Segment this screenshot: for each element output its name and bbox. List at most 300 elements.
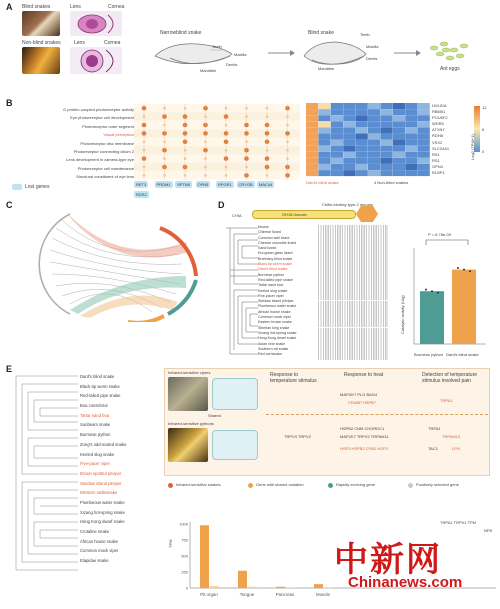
species-label-d: Siberian king snake: [258, 325, 290, 330]
tpm-axis-label: TPM: [168, 539, 173, 548]
temp-genes: TRPV3 TRPV2: [284, 434, 311, 439]
heatmap-cell: [306, 164, 318, 170]
go-term-label: Photoreceptor disc membrane: [80, 140, 134, 146]
chinanews-logo-chinese: 中新网: [334, 540, 442, 580]
tpm-bar: [238, 571, 247, 588]
heatmap-cell: [331, 170, 343, 176]
heatmap-cell: [343, 164, 355, 170]
detect-low: TAC1: [428, 446, 438, 451]
colorbar-tick-mid: 6: [482, 127, 485, 132]
heatmap-cell: [393, 103, 405, 109]
detect-mid: TRPA1: [428, 426, 441, 431]
chart-legend-gene: TRPA1 TRPV1 TPM: [440, 520, 477, 525]
chitin-domain-label: Chitin-binding type-2 domain: [322, 202, 373, 207]
tpm-tick-label: 0: [185, 585, 188, 591]
heatmap-cell: [368, 109, 380, 115]
heat-genes-top: MAFDK7 PLG BAG4: [340, 392, 378, 397]
heatmap-cell: [418, 146, 430, 152]
legend-label: Gene with shared variation: [256, 482, 304, 487]
species-tree-d: [224, 224, 260, 358]
species-label-d: African house snake: [258, 309, 291, 314]
dot-row-bg: [134, 146, 300, 154]
tpm-category-label: Pit organ: [200, 592, 218, 597]
chia-label: CHIA: [232, 213, 242, 218]
heatmap-cell: [306, 134, 318, 140]
ant-eggs-label: Ant eggs: [440, 66, 460, 72]
heatmap-cell: [318, 170, 330, 176]
lens-label-bottom: Lens: [74, 40, 85, 46]
go-term-label: Photoreceptor connecting cilium 2: [73, 148, 134, 154]
chitin-domain-hexagon: [355, 204, 379, 224]
heatmap-cell: [405, 170, 417, 176]
viper-photo: [168, 377, 208, 411]
heatmap-cell: [356, 127, 368, 133]
blind-eye-histology-graphic: [70, 11, 122, 36]
chinanews-logo-site: Chinanews.com: [348, 574, 463, 591]
heatmap-cell: [368, 121, 380, 127]
species-label-e: African house snake: [80, 538, 118, 544]
species-list-d: [258, 225, 318, 357]
heatmap-cell: [343, 115, 355, 121]
species-label-d: Chinese crocodile lizard: [258, 240, 297, 245]
bar-point: [437, 292, 439, 294]
heatmap-cell: [318, 127, 330, 133]
nonblind-snakes-label: Non-blind snakes: [22, 40, 61, 46]
heatmap-cell: [306, 127, 318, 133]
blind-snake-skull-drawing: [300, 36, 372, 74]
heatmap-cell: [368, 158, 380, 164]
col-temp-header: Response to temperature stimulus: [270, 372, 317, 384]
species-label-d: Southern rat snake: [258, 346, 289, 351]
heatmap-cell: [368, 152, 380, 158]
chord-arc-genes: [39, 214, 70, 314]
heatmap-cell: [356, 140, 368, 146]
heatmap-cell: [418, 134, 430, 140]
dot-row-bg: [134, 138, 300, 146]
heatmap-cell: [405, 121, 417, 127]
heatmap-cell: [318, 158, 330, 164]
heatmap-cell: [418, 121, 430, 127]
blind-snake-label: Blind snake: [308, 30, 334, 36]
mandible-label-right: Mandible: [318, 66, 335, 71]
legend-swatch: [328, 483, 333, 488]
heatmap-cell: [356, 103, 368, 109]
heatmap-gene-label: RBM51: [432, 109, 446, 115]
heatmap-cell: [331, 146, 343, 152]
heatmap-gene-label: OPN4: [432, 163, 443, 169]
heatmap-cell: [343, 134, 355, 140]
dot-row-bg: [134, 154, 300, 162]
lost-gene-chip: SPTN5: [177, 182, 190, 187]
heatmap-cell: [405, 103, 417, 109]
narrowblind-skull-drawing: [150, 36, 240, 76]
maxilla-label-right: Maxilla: [366, 44, 379, 49]
species-label-e: Red-tailed pipe snake: [80, 393, 121, 399]
teeth-label-right: Teeth: [360, 32, 370, 37]
infrared-vipers-label: Infrared-sensitive vipers: [168, 370, 211, 375]
species-label-d: Tartar sand boa: [258, 283, 283, 288]
heatmap-cell: [393, 146, 405, 152]
heatmap-cell: [380, 170, 392, 176]
species-list-e: [80, 372, 162, 566]
species-label-d: Sand lizard: [258, 246, 276, 251]
alignment-row: [318, 354, 388, 359]
species-tree-e: [12, 370, 82, 580]
heatmap-cell: [380, 127, 392, 133]
species-label-d: Burmese python: [258, 272, 285, 277]
nonblind-eye-histology-graphic: [70, 47, 122, 74]
heatmap-cell: [331, 115, 343, 121]
go-term-label: Photoreceptor outer segment: [82, 123, 134, 129]
heatmap-cell: [418, 170, 430, 176]
mandible-label-left: Mandible: [200, 68, 217, 73]
dot-row-bg: [134, 129, 300, 137]
dot-row-bg: [134, 163, 300, 171]
col-detect-header: Detection of temperature stimulus involved pain: [422, 372, 478, 384]
blind-snake-photo: [22, 11, 60, 36]
heatmap-cell: [306, 109, 318, 115]
heatmap-gene-label: RDH8: [432, 133, 443, 139]
heatmap-cell: [405, 134, 417, 140]
species-label-d: Eastern brown snake: [258, 320, 292, 325]
heatmap-gene-label: RS1: [432, 151, 440, 157]
species-label-d: Common wall lizard: [258, 235, 290, 240]
heatmap-cell: [306, 121, 318, 127]
heatmap-cell: [368, 164, 380, 170]
panel-letter-d: D: [218, 200, 225, 210]
tpm-bar: [210, 586, 219, 588]
heatmap-cell: [331, 103, 343, 109]
heatmap-cell: [418, 115, 430, 121]
heatmap-cell: [393, 164, 405, 170]
heatmap-cell: [356, 146, 368, 152]
heatmap-cell: [343, 121, 355, 127]
heatmap-cell: [380, 115, 392, 121]
heatmap-cell: [393, 121, 405, 127]
go-term-label: G protein-coupled photoreceptor activity: [63, 107, 134, 112]
species-label-d: Red cornsnake: [258, 352, 283, 357]
heatmap-cell: [343, 140, 355, 146]
species-label-d: European glass lizard: [258, 251, 293, 256]
legend-swatch: [408, 483, 413, 488]
heatmap-cell: [418, 127, 430, 133]
dot-row-bg: [134, 104, 300, 112]
table-divider: [266, 414, 488, 415]
panel-letter-a: A: [6, 2, 13, 12]
col-heat-header: Response to heat: [344, 372, 384, 378]
heatmap-cell: [368, 103, 380, 109]
species-label-d: Dard's blind snake: [258, 267, 288, 272]
heatmap-cell: [318, 121, 330, 127]
cornea-label-bottom: Cornea: [104, 40, 121, 46]
species-label-e: Five-pacer viper: [80, 461, 111, 467]
species-label-e: Dard's blind snake: [80, 374, 115, 379]
species-label-e: Xizang hot-spring snake: [80, 509, 125, 515]
heatmap-cell: [405, 115, 417, 121]
heatmap-cell: [331, 121, 343, 127]
python-photo: [168, 428, 208, 462]
heatmap-cell: [368, 134, 380, 140]
heatmap-gene-label: ATXN7: [432, 127, 445, 133]
tpm-bar: [314, 584, 323, 588]
colorbar-tick-low: 0: [482, 149, 485, 154]
arrow-icon-a1: [266, 48, 296, 58]
heatmap-cell: [368, 146, 380, 152]
go-term-label: Structural constituent of eye lens: [75, 174, 134, 180]
heatmap-cell: [343, 127, 355, 133]
heatmap-cell: [318, 152, 330, 158]
species-label-d: Xizang hot-spring snake: [258, 330, 297, 335]
narrowblind-snake-label: Narrowblind snake: [160, 30, 202, 36]
viper-pit-diagram: [212, 378, 258, 410]
colorbar-tick-high: 12: [482, 105, 487, 110]
heatmap-cell: [356, 115, 368, 121]
bar-label-python: Burmese python: [414, 352, 444, 357]
go-dot-matrix: [134, 104, 300, 180]
heatmap-cell: [418, 164, 430, 170]
heatmap-cell: [356, 109, 368, 115]
heatmap-cell: [368, 115, 380, 121]
bar-point: [457, 267, 459, 269]
heatmap-cell: [356, 134, 368, 140]
expression-heatmap: [306, 103, 430, 177]
heatmap-cell: [318, 164, 330, 170]
species-label-e: Crotaline snake: [80, 529, 110, 534]
heatmap-cell: [380, 121, 392, 127]
heatmap-gene-labels: [432, 103, 472, 176]
heatmap-cell: [368, 140, 380, 146]
species-label-e: Common mock viper: [80, 548, 119, 554]
lost-gene-chip: OPN5: [197, 182, 209, 187]
detect-top-red: TRPA1: [440, 398, 453, 403]
heatmap-gene-label: RLBP1: [432, 170, 445, 176]
lost-gene-chip: RDS2: [136, 192, 147, 197]
heatmap-cell: [393, 134, 405, 140]
species-label-d: Common mock viper: [258, 315, 291, 320]
species-label-e: Hong Kong dwarf snake: [80, 519, 125, 525]
panel-letter-b: B: [6, 98, 13, 108]
catalytic-bar: [452, 270, 476, 344]
tpm-category-label: Tongue: [239, 592, 255, 597]
heatmap-cell: [368, 170, 380, 176]
heatmap-cell: [393, 115, 405, 121]
heatmap-cell: [356, 152, 368, 158]
heatmap-cell: [393, 170, 405, 176]
heatmap-cell: [393, 140, 405, 146]
go-term-list: [12, 106, 134, 182]
lost-gene-chip: CRYGB: [238, 182, 253, 187]
heatmap-cell: [380, 140, 392, 146]
species-label-d: Black-tip worm snake: [258, 262, 293, 267]
lost-gene-list: [134, 181, 304, 201]
species-label-e: Keeled slug snake: [80, 451, 115, 457]
teeth-label-left: Teeth: [212, 44, 222, 49]
maxilla-label-left: Maxilla: [234, 52, 247, 57]
python-pit-diagram: [212, 430, 258, 460]
heatmap-cell: [380, 152, 392, 158]
heatmap-cell: [393, 109, 405, 115]
heatmap-cell: [405, 109, 417, 115]
blind-eye-histology: [70, 11, 122, 36]
tpm-category-label: Pancreas: [275, 592, 295, 597]
species-label-e: Burmese python: [80, 432, 111, 438]
heatmap-cell: [418, 140, 430, 146]
heatmap-cell: [380, 164, 392, 170]
lost-genes-legend-label: Lost genes: [25, 184, 50, 190]
gh18-domain-label: GH18 domain: [282, 212, 307, 217]
arrow-icon-a2: [392, 48, 422, 58]
colorbar-label: Log2 (TPM+1): [470, 134, 475, 160]
tpm-bar: [248, 587, 257, 588]
species-label-e: Brown spotted pitviper: [80, 470, 122, 476]
species-label-d: Brahminy blind snake: [258, 256, 293, 261]
chart-small-legend: NFB: [484, 528, 492, 533]
heatmap-cell: [306, 158, 318, 164]
species-label-d: Red-tailed pipe snake: [258, 277, 293, 282]
heatmap-cell: [343, 158, 355, 164]
tpm-tick-label: 500: [181, 553, 188, 559]
pvalue-label: P = 6.78e-09: [428, 232, 451, 237]
tpm-bar: [200, 525, 209, 588]
tpm-tick-label: 750: [181, 537, 188, 543]
heatmap-cell: [405, 152, 417, 158]
tpm-category-label: Muscle: [316, 592, 330, 597]
heatmap-cell: [405, 127, 417, 133]
heatmap-cell: [380, 158, 392, 164]
legend-swatch: [248, 483, 253, 488]
heatmap-cell: [380, 109, 392, 115]
heatmap-cell: [318, 115, 330, 121]
species-label-d: Mouse: [258, 225, 269, 229]
heatmap-cell: [343, 109, 355, 115]
dentis-label-right: Dentis: [366, 56, 378, 61]
tpm-bar: [324, 587, 333, 588]
heatmap-cell: [331, 134, 343, 140]
legend-label: Positively selected gene: [416, 482, 459, 487]
heatmap-cell: [343, 170, 355, 176]
detect-mid-red: TRPAM13: [442, 434, 461, 439]
heatmap-cell: [405, 158, 417, 164]
nonblind-eye-histology: [70, 47, 122, 74]
heatmap-cell: [356, 170, 368, 176]
dentis-label-left: Dentis: [226, 62, 238, 67]
heatmap-cell: [306, 170, 318, 176]
legend-label: Infrared-sensitive snakes: [176, 482, 221, 487]
lens-label-top: Lens: [70, 4, 81, 10]
species-label-e: Steidaw island pitviper: [80, 480, 122, 486]
heatmap-cell: [393, 158, 405, 164]
sequence-alignment: [318, 225, 390, 360]
species-label-d: Asian vine snake: [258, 341, 286, 346]
bar-point: [469, 270, 471, 272]
heatmap-cell: [318, 109, 330, 115]
heatmap-cell: [380, 146, 392, 152]
legend-swatch: [168, 483, 173, 488]
heatmap-cell: [418, 109, 430, 115]
heat-genes-low-red: HSP3 HSPB2 CPB2 HSP3: [340, 446, 388, 451]
species-label-d: Plumbeous water snake: [258, 304, 297, 309]
heatmap-cell: [306, 103, 318, 109]
lost-gene-chip: RPGR1: [218, 182, 232, 187]
infrared-pythons-label: Infrared-sensitive pythons: [168, 421, 214, 426]
heatmap-cell: [418, 152, 430, 158]
species-label-e: Boa constrictor: [80, 403, 108, 409]
heatmap-cell: [343, 146, 355, 152]
heatmap-cell: [418, 103, 430, 109]
lost-gene-chip: MAC44: [259, 182, 273, 187]
chord-diagram: [10, 206, 210, 322]
dot-row-bg: [134, 171, 300, 179]
heatmap-cell: [306, 152, 318, 158]
heatmap-cell: [393, 127, 405, 133]
tpm-tick-label: 250: [181, 569, 188, 575]
detect-low-red: LPN: [452, 446, 460, 451]
species-label-e: Tartar sand boa: [80, 412, 110, 418]
species-label-e: Black-tip worm snake: [80, 383, 120, 389]
heatmap-cell: [380, 103, 392, 109]
heatmap-cell: [356, 121, 368, 127]
heatmap-cell: [306, 146, 318, 152]
heatmap-cell: [318, 103, 330, 109]
blind-snakes-label: Blind snakes: [22, 4, 51, 10]
ant-eggs-drawing: [426, 34, 474, 68]
heatmap-cell: [331, 127, 343, 133]
heatmap-cell: [318, 140, 330, 146]
dot-row-bg: [134, 112, 300, 120]
heatmap-cell: [343, 103, 355, 109]
heatmap-cell: [368, 127, 380, 133]
species-label-e: Sunbeam snake: [80, 422, 111, 428]
go-term-label: Lens development in camera-type eye: [66, 157, 134, 163]
catalytic-bar-chart: [408, 244, 488, 348]
heat-genes-red: CRABP HSPB7: [348, 400, 376, 405]
shared-organ-label: Shared: [208, 413, 221, 418]
go-term-label: Eye photoreceptor cell development: [70, 115, 134, 121]
heatmap-cell: [405, 140, 417, 146]
heatmap-oldest-label: Dard's blind snake: [306, 180, 339, 185]
lost-gene-chip: RET3: [136, 182, 147, 187]
heatmap-gene-label: LIM-IDA: [432, 103, 447, 108]
heatmap-gene-label: SLC24A1: [432, 145, 450, 151]
panel-letter-c: C: [6, 200, 13, 210]
species-label-e: Western rattlesnake: [80, 490, 118, 496]
heat-genes-mid2: MAP2K7 TRPV2 TRPAM11: [340, 434, 389, 439]
heatmap-cell: [405, 146, 417, 152]
heatmap-cell: [356, 158, 368, 164]
bar-label-blind: Dard's blind snake: [446, 352, 479, 357]
heatmap-nonblind-group: 4 Non-blind snakes: [374, 180, 409, 185]
go-term-label: Visual perception: [103, 132, 134, 138]
heatmap-cell: [380, 134, 392, 140]
heatmap-gene-label: RS1: [432, 157, 440, 163]
chord-arc-temp: [128, 316, 164, 322]
heatmap-cell: [331, 158, 343, 164]
catalytic-bar: [420, 291, 444, 344]
heatmap-cell: [405, 164, 417, 170]
heatmap-cell: [318, 134, 330, 140]
bar-point: [463, 269, 465, 271]
species-label-d: Steidaw island pitviper: [258, 299, 294, 304]
dot-row-bg: [134, 121, 300, 129]
cornea-label-top: Cornea: [108, 4, 125, 10]
lost-genes-legend-swatch: [12, 184, 22, 190]
bar-ylabel: Catalytic activity (U/g): [400, 295, 405, 334]
heat-genes-mid: HSPB2 CNM CHORDC1: [340, 426, 385, 431]
heatmap-cell: [331, 152, 343, 158]
heatmap-cell: [331, 140, 343, 146]
tpm-tick-label: 1000: [179, 521, 188, 527]
chord-band-visual: [68, 214, 188, 258]
